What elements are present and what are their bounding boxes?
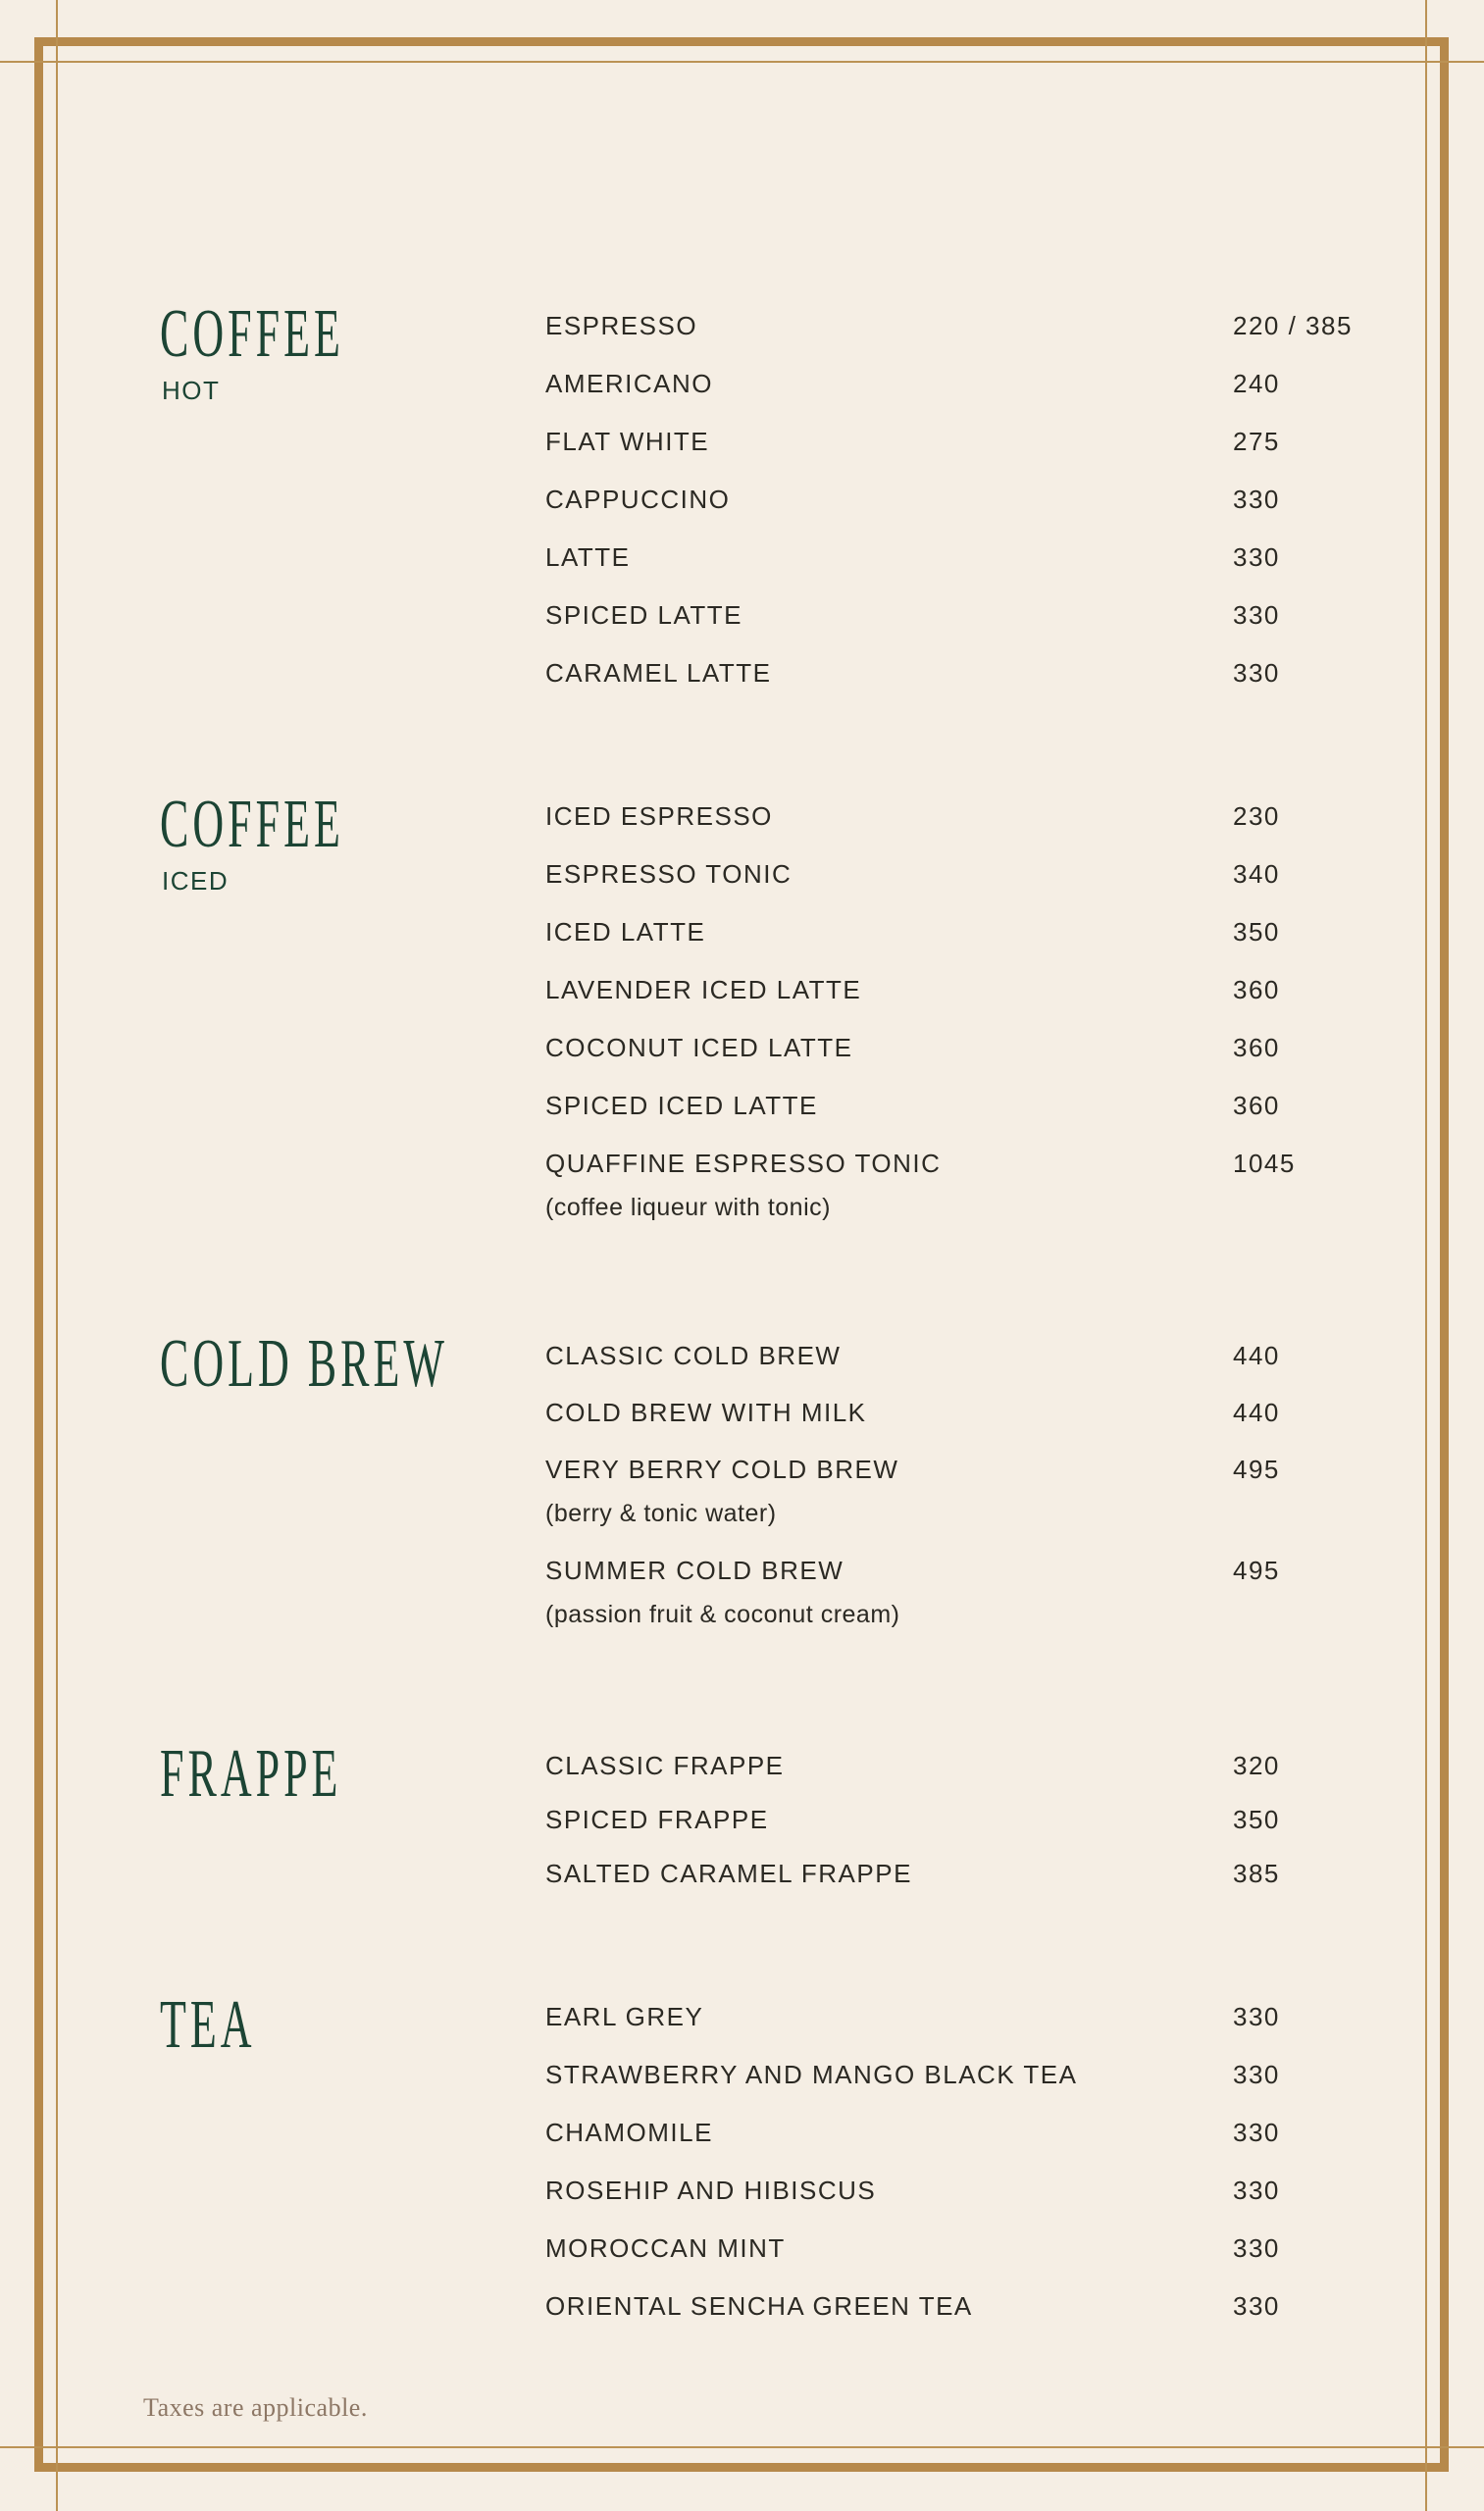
section-subtitle: HOT (162, 376, 221, 405)
item-name: SPICED LATTE (545, 600, 743, 630)
section-items (545, 1749, 1337, 1911)
menu-item-row (545, 1554, 1337, 1631)
menu-item-row (545, 367, 1337, 400)
item-price: 495 (1233, 1556, 1280, 1585)
menu-item-row (545, 1089, 1337, 1122)
item-name: ESPRESSO TONIC (545, 859, 793, 889)
menu-item-row (545, 1147, 1337, 1224)
item-price: 385 (1233, 1859, 1280, 1888)
item-name: CARAMEL LATTE (545, 658, 772, 688)
menu-item-row (545, 857, 1337, 891)
item-name: ICED ESPRESSO (545, 801, 773, 831)
menu-item-row (545, 540, 1337, 574)
item-name: AMERICANO (545, 369, 713, 398)
item-name: LAVENDER ICED LATTE (545, 975, 862, 1004)
menu-item-row (545, 2289, 1337, 2323)
item-name: QUAFFINE ESPRESSO TONIC (545, 1149, 942, 1178)
section-title: COFFEE (160, 785, 344, 862)
menu-item-row (545, 1749, 1337, 1782)
menu-item-row (545, 1396, 1337, 1429)
item-name: VERY BERRY COLD BREW (545, 1455, 899, 1484)
section-title: TEA (160, 1985, 256, 2063)
item-name: MOROCCAN MINT (545, 2233, 786, 2263)
item-name: ESPRESSO (545, 311, 698, 340)
item-name: COCONUT ICED LATTE (545, 1033, 853, 1062)
menu-item-row (545, 309, 1353, 342)
item-price: 230 (1233, 801, 1280, 831)
item-price: 360 (1233, 1091, 1280, 1120)
section-items (545, 1339, 1337, 1655)
menu-item-row (545, 2000, 1337, 2033)
section-title: FRAPPE (160, 1734, 342, 1812)
section-title: COLD BREW (160, 1324, 448, 1402)
section-title: COFFEE (160, 294, 344, 372)
inner-hairline-left (56, 0, 58, 2511)
menu-item-row (545, 799, 1337, 833)
section-items (545, 799, 1337, 1249)
item-name: LATTE (545, 542, 631, 572)
menu-item-row (545, 1453, 1337, 1530)
item-name: ROSEHIP AND HIBISCUS (545, 2176, 877, 2205)
menu-item-row (545, 598, 1337, 632)
item-name: SPICED ICED LATTE (545, 1091, 818, 1120)
item-name: STRAWBERRY AND MANGO BLACK TEA (545, 2060, 1078, 2089)
item-price: 360 (1233, 1033, 1280, 1062)
item-name: SALTED CARAMEL FRAPPE (545, 1859, 912, 1888)
menu-item-row (545, 915, 1337, 948)
item-price: 330 (1233, 2060, 1280, 2089)
item-name: ORIENTAL SENCHA GREEN TEA (545, 2291, 973, 2321)
item-price: 350 (1233, 1805, 1280, 1834)
section-subtitle: ICED (162, 866, 230, 896)
menu-item-row (545, 2058, 1337, 2091)
menu-item-row (545, 2231, 1337, 2265)
menu-item-row (545, 1339, 1337, 1372)
item-name: CLASSIC FRAPPE (545, 1751, 785, 1780)
item-price: 330 (1233, 2118, 1280, 2147)
taxes-note: Taxes are applicable. (143, 2393, 368, 2422)
section-items (545, 2000, 1337, 2347)
menu-item-row (545, 1031, 1337, 1064)
item-note: (berry & tonic water) (545, 1500, 777, 1527)
item-price: 220 / 385 (1233, 311, 1353, 340)
menu-item-row (545, 483, 1337, 516)
section-items (545, 309, 1353, 714)
menu-item-row (545, 1803, 1337, 1836)
item-price: 440 (1233, 1341, 1280, 1370)
item-price: 330 (1233, 2176, 1280, 2205)
item-price: 330 (1233, 600, 1280, 630)
item-price: 340 (1233, 859, 1280, 889)
item-price: 1045 (1233, 1149, 1296, 1178)
item-note: (passion fruit & coconut cream) (545, 1601, 900, 1628)
item-price: 495 (1233, 1455, 1280, 1484)
item-price: 330 (1233, 485, 1280, 514)
item-price: 330 (1233, 542, 1280, 572)
item-price: 330 (1233, 2233, 1280, 2263)
item-name: SPICED FRAPPE (545, 1805, 769, 1834)
menu-item-row (545, 656, 1337, 690)
menu-item-row (545, 1857, 1337, 1890)
inner-hairline-bottom (0, 2446, 1484, 2448)
item-price: 320 (1233, 1751, 1280, 1780)
item-price: 440 (1233, 1398, 1280, 1427)
item-price: 360 (1233, 975, 1280, 1004)
item-price: 330 (1233, 2002, 1280, 2031)
item-name: EARL GREY (545, 2002, 704, 2031)
inner-hairline-top (0, 61, 1484, 63)
item-name: COLD BREW WITH MILK (545, 1398, 867, 1427)
menu-item-row (545, 2116, 1337, 2149)
menu-item-row (545, 973, 1337, 1006)
item-price: 275 (1233, 427, 1280, 456)
item-name: ICED LATTE (545, 917, 706, 947)
menu-item-row (545, 425, 1337, 458)
item-name: SUMMER COLD BREW (545, 1556, 844, 1585)
item-name: CLASSIC COLD BREW (545, 1341, 842, 1370)
item-price: 350 (1233, 917, 1280, 947)
item-name: CHAMOMILE (545, 2118, 713, 2147)
item-price: 330 (1233, 2291, 1280, 2321)
menu-item-row (545, 2174, 1337, 2207)
item-price: 240 (1233, 369, 1280, 398)
item-note: (coffee liqueur with tonic) (545, 1194, 831, 1221)
item-price: 330 (1233, 658, 1280, 688)
item-name: CAPPUCCINO (545, 485, 731, 514)
inner-hairline-right (1425, 0, 1427, 2511)
item-name: FLAT WHITE (545, 427, 710, 456)
